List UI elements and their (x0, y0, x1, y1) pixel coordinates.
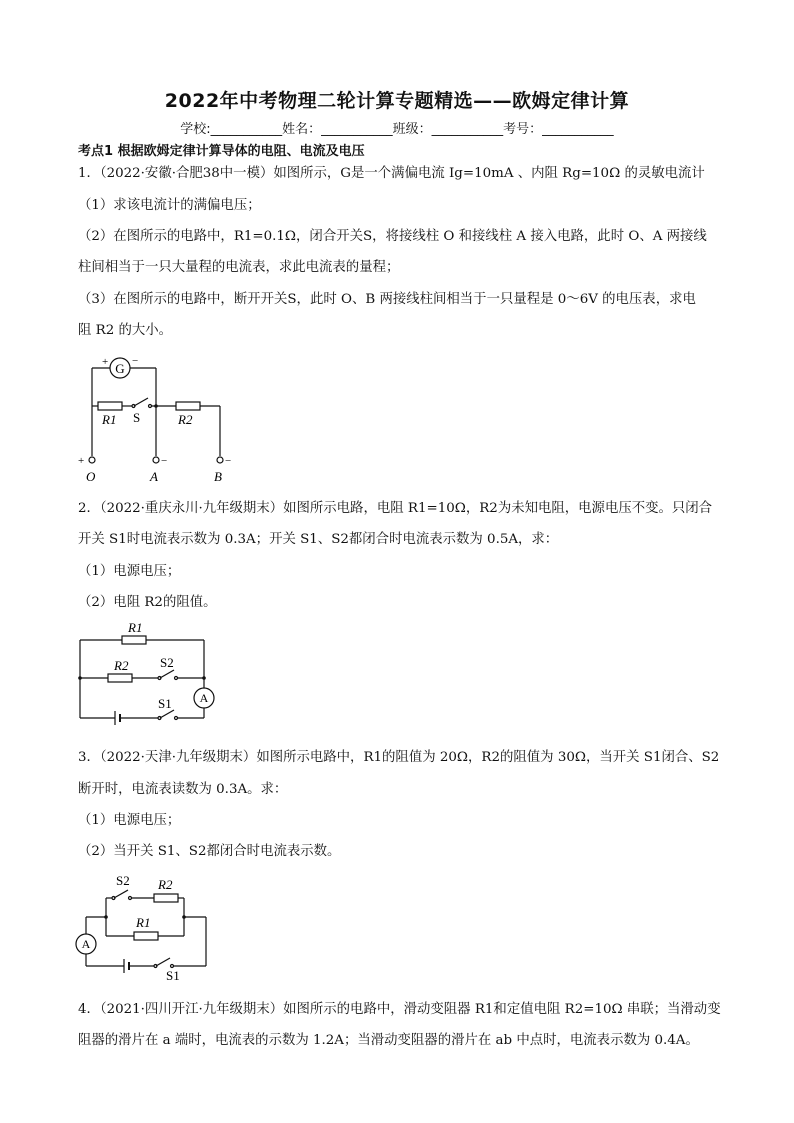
r2-label: R2 (158, 877, 173, 892)
q3-line-3: （1）电源电压； (78, 813, 181, 828)
q2-line-1: 2．（2022·重庆永川·九年级期末）如图所示电路，电阻 R1=10Ω，R2为未知电阻，电源电压不变。只闭合 (78, 501, 713, 516)
switch-s2 (114, 890, 128, 898)
g-plus-sign: + (102, 356, 109, 368)
g-minus-sign: − (132, 355, 139, 367)
a-minus-sign: − (161, 455, 168, 467)
q1-line-4: 柱间相当于一只大量程的电流表，求此电流表的量程； (78, 260, 400, 275)
r2-label: R2 (114, 658, 129, 673)
q1-line-1: 1．（2022·安徽·合肥38中一模）如图所示，G是一个满偏电流 Ig=10mA 、内阻 Rg=10Ω 的灵敏电流计 (78, 166, 705, 181)
q4-line-2: 阻器的滑片在 a 端时，电流表的示数为 1.2A；当滑动变阻器的滑片在 ab 中点时，电流表示数为 0.4A。 (78, 1033, 699, 1048)
q3-line-1: 3．（2022·天津·九年级期末）如图所示电路中，R1的阻值为 20Ω，R2的阻值为 30Ω，当开关 S1闭合、S2 (78, 750, 720, 765)
r2-label: R2 (178, 412, 193, 427)
switch-s1 (156, 958, 170, 966)
q3-line-2: 断开时，电流表读数为 0.3A。求： (78, 782, 288, 797)
q1-line-5: （3）在图所示的电路中，断开开关S，此时 O、B 两接线柱间相当于一只量程是 0～6V 的电压表，求电 (78, 292, 696, 307)
s1-label: S1 (158, 696, 172, 711)
resistor-r2 (154, 894, 178, 902)
o-plus-sign: + (78, 455, 85, 467)
q1-line-3: （2）在图所示的电路中，R1=0.1Ω，闭合开关S，将接线柱 O 和接线柱 A 接入电路，此时 O、A 两接线 (78, 229, 707, 244)
r1-label: R1 (128, 620, 143, 635)
terminal-a-label: A (150, 469, 158, 484)
resistor-r2 (108, 674, 132, 682)
q2-circuit-figure (70, 618, 230, 730)
q1-circuit-figure (70, 350, 250, 485)
s2-label: S2 (160, 655, 174, 670)
r1-label: R1 (102, 412, 117, 427)
resistor-r2 (176, 402, 200, 410)
q1-line-2: （1）求该电流计的满偏电压； (78, 198, 261, 213)
resistor-r1 (98, 402, 122, 410)
q3-line-4: （2）当开关 S1、S2都闭合时电流表示数。 (78, 844, 341, 859)
q4-line-1: 4．（2021·四川开江·九年级期末）如图所示的电路中，滑动变阻器 R1和定值电阻 R2=10Ω 串联；当滑动变 (78, 1002, 721, 1017)
galvanometer-label: G (115, 361, 125, 376)
r1-label: R1 (136, 915, 151, 930)
switch-s (134, 398, 148, 406)
resistor-r1 (134, 932, 158, 940)
switch-s1 (160, 710, 174, 718)
terminal-b-label: B (214, 469, 222, 484)
q2-line-3: （1）电源电压； (78, 564, 181, 579)
s2-label: S2 (116, 873, 130, 888)
resistor-r1 (122, 636, 146, 644)
terminal-o-label: O (86, 469, 96, 484)
q1-line-6: 阻 R2 的大小。 (78, 323, 173, 338)
switch-s2 (160, 670, 174, 678)
student-info-line: 学校:___________姓名：___________班级：___________考号：___________ (180, 122, 614, 137)
q2-line-4: （2）电阻 R2的阻值。 (78, 595, 217, 610)
ammeter-label: A (199, 691, 209, 705)
section-heading: 考点1 根据欧姆定律计算导体的电阻、电流及电压 (78, 144, 365, 159)
b-minus-sign: − (225, 455, 232, 467)
q3-circuit-figure (68, 868, 228, 986)
ammeter-label: A (81, 937, 91, 951)
s1-label: S1 (166, 968, 180, 983)
q2-line-2: 开关 S1时电流表示数为 0.3A；开关 S1、S2都闭合时电流表示数为 0.5A，求： (78, 532, 559, 547)
document-title: 2022年中考物理二轮计算专题精选——欧姆定律计算 (164, 90, 630, 112)
s-label: S (133, 410, 141, 425)
